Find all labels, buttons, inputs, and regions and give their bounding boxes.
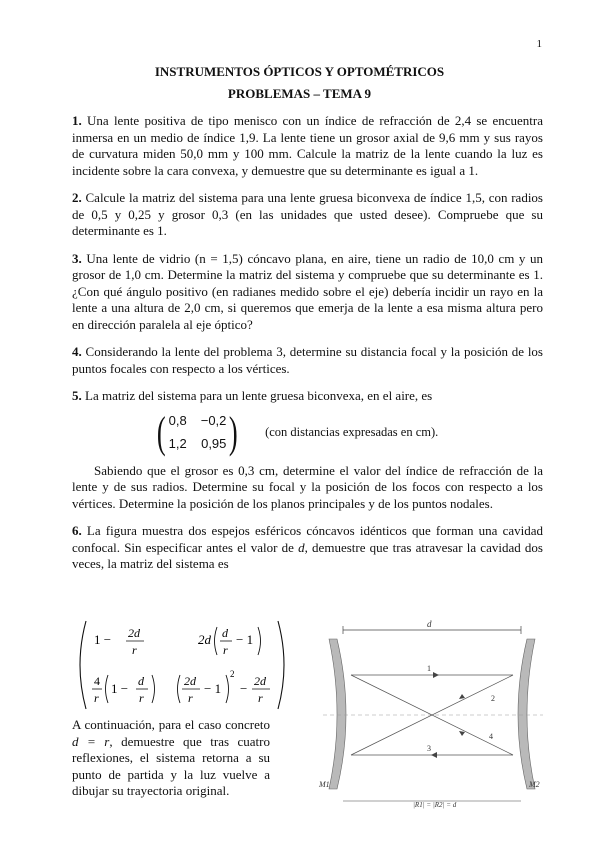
svg-text:2d: 2d: [198, 632, 211, 647]
svg-text:r: r: [132, 643, 137, 657]
confocal-cavity-figure: [315, 617, 545, 809]
svg-text:r: r: [258, 691, 263, 705]
svg-text:r: r: [139, 691, 144, 705]
ray-label-1: 1: [427, 664, 431, 673]
problem-6-matrix: [72, 617, 292, 713]
problem-5-followup: Sabiendo que el grosor es 0,3 cm, determine el valor del índice de refracción de la lente y de sus radios. Determine su focal y la posición de los focos con respecto a los vértices. Determine la posición de los planos principales y de los puntos nodales.: [72, 462, 543, 511]
problem-6: 6. La figura muestra dos espejos esféricos cóncavos idénticos que forman una cavidad confocal. Sin especificar antes el valor de d, demuestre que tras atravesar la cavidad dos veces, la matriz del sistema es: [72, 523, 543, 571]
svg-text:4: 4: [94, 674, 100, 688]
svg-text:2d: 2d: [184, 674, 196, 688]
svg-text:−: −: [240, 681, 248, 696]
problem-5: 5. La matriz del sistema para un lente gruesa biconvexa, en el aire, es: [72, 388, 433, 403]
problem-6-lower: [72, 617, 543, 807]
problem-3: 3. Una lente de vidrio (n = 1,5) cóncavo plana, en aire, tiene un radio de 10,0 cm y un grosor de 1,0 cm. Determine la matriz del sistema y compruebe que su determinante es 1. ¿Con qué ángulo positivo (en radianes medido sobre el eje) debería incidir un rayo en la lente a una altura de 2,0 cm, si queremos que emerja de la lente a esa misma altura pero en dirección paralela al eje óptico?: [72, 250, 543, 332]
ray-label-4: 4: [489, 732, 493, 741]
title-block: [0, 61, 599, 105]
svg-text:r: r: [188, 691, 193, 705]
problem-4: 4. Considerando la lente del problema 3, determine su distancia focal y la posición de los puntos focales con respecto a los vértices.: [72, 344, 543, 376]
svg-text:d: d: [222, 626, 228, 640]
svg-text:− 1: − 1: [236, 632, 254, 647]
svg-text:2d: 2d: [128, 626, 140, 640]
svg-text:2d: 2d: [254, 674, 266, 688]
svg-text:2: 2: [230, 669, 235, 679]
svg-text:d: d: [138, 674, 144, 688]
problem-list: [72, 113, 543, 584]
problem-5-matrix: ( 0,8 −0,2 1,2 0,95 ) (con distancias expresadas en cm).: [156, 407, 439, 457]
ray-label-2: 2: [491, 694, 495, 703]
d-label: d: [427, 619, 432, 629]
mirror-left-label: M1: [319, 780, 330, 789]
svg-text:1 −: 1 −: [111, 681, 129, 696]
document-title: INSTRUMENTOS ÓPTICOS Y OPTOMÉTRICOS: [154, 64, 445, 79]
problem-6-tail: A continuación, para el caso concreto d = r, demuestre que tras cuatro reflexiones, el sistema retorna a su punto de partida y la luz vuelve a dibujar su trayectoria original.: [72, 717, 270, 798]
page-number: 1: [536, 38, 542, 50]
svg-text:− 1: − 1: [204, 681, 222, 696]
svg-text:r: r: [94, 691, 99, 705]
radius-label: |R1| = |R2| = d: [413, 801, 457, 809]
problem-2: 2. Calcule la matriz del sistema para una lente gruesa biconvexa de índice 1,5, con radios de 0,5 y 0,25 y grosor 0,3 (en las unidades que usted desee). Compruebe que su determinante es 1.: [72, 190, 543, 238]
mirror-right-label: M2: [529, 780, 540, 789]
svg-text:r: r: [223, 643, 228, 657]
problem-1: 1. Una lente positiva de tipo menisco con un índice de refracción de 2,4 se encuentra inmersa en un medio de índice 1,9. La lente tiene un grosor axial de 9,6 mm y sus rayos de curvatura miden 50,0 mm y 100 mm. Calcule la matriz de la lente cuando la luz es incidente sobre la cara convexa, y demuestre que su determinante es igual a 1.: [72, 113, 543, 178]
matrix-note: (con distancias expresadas en cm).: [265, 425, 439, 440]
mirror-right-shape: [518, 639, 535, 789]
ray-label-3: 3: [427, 744, 431, 753]
document-subtitle: PROBLEMAS – TEMA 9: [227, 86, 372, 101]
svg-text:1 −: 1 −: [94, 632, 112, 647]
mirror-left-shape: [329, 639, 346, 789]
